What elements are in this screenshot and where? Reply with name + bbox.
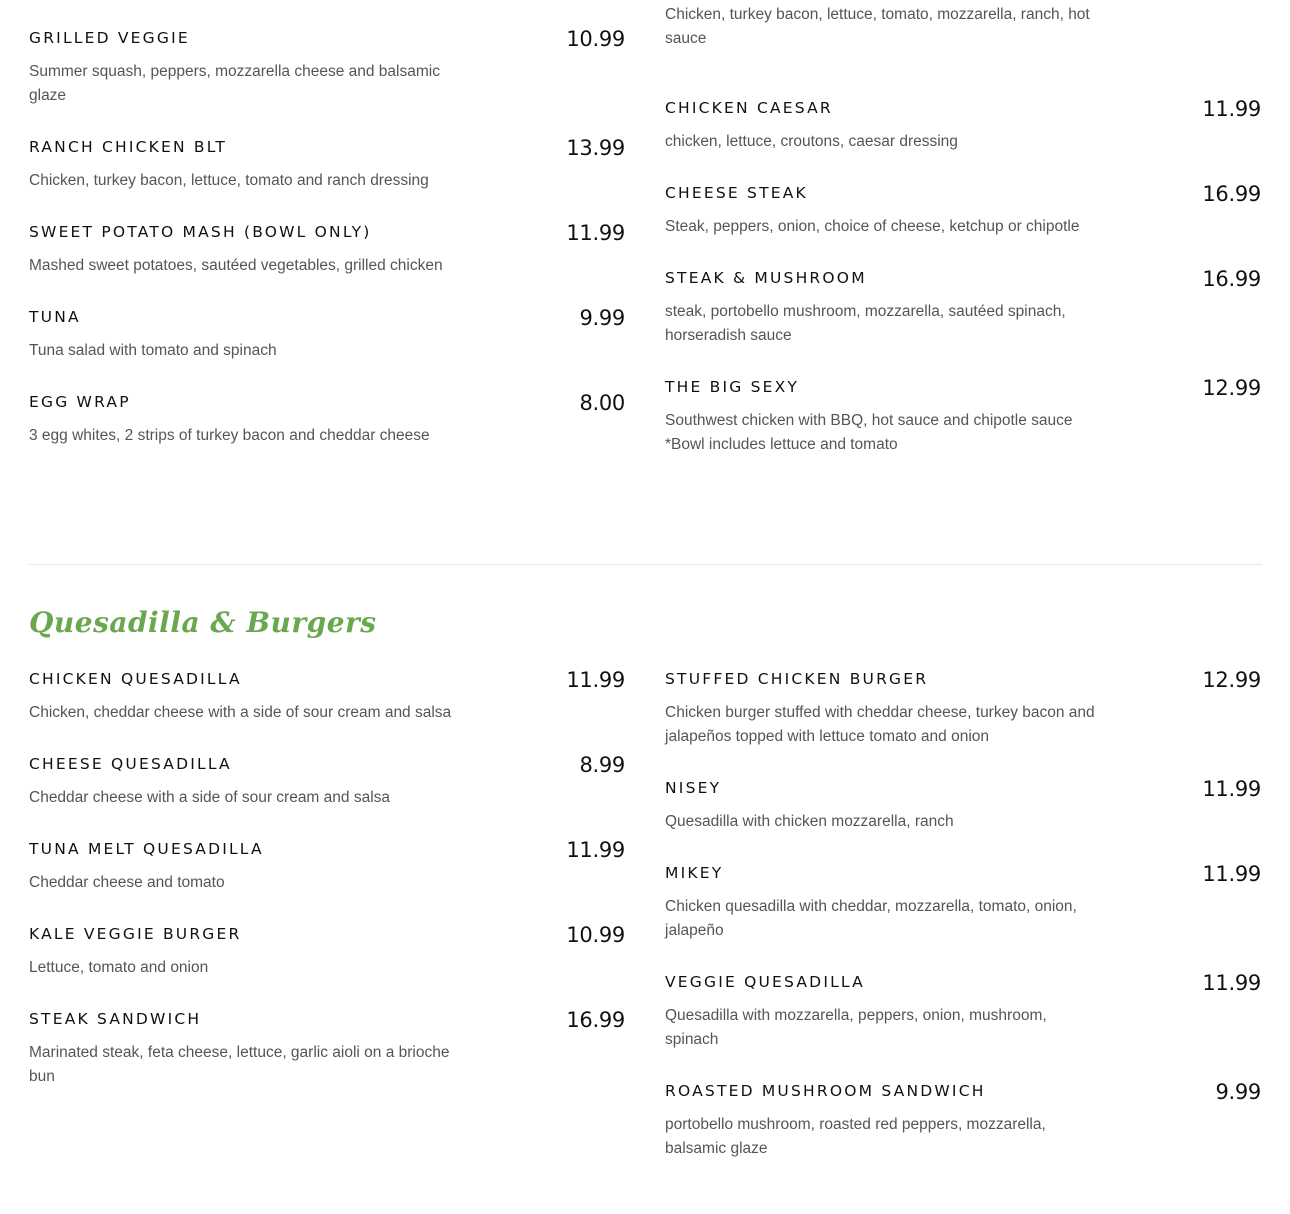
menu-item-price: 8.00	[579, 391, 625, 415]
menu-item	[665, 376, 1261, 457]
menu-column-section-right	[665, 668, 1261, 1189]
menu-item	[665, 182, 1261, 239]
menu-item	[29, 221, 625, 278]
menu-item-name: CHICKEN CAESAR	[665, 99, 833, 117]
menu-item-name: VEGGIE QUESADILLA	[665, 973, 865, 991]
menu-item-price: 13.99	[566, 136, 625, 160]
menu-item	[665, 971, 1261, 1052]
menu-item-price: 8.99	[579, 753, 625, 777]
menu-item-description: Tuna salad with tomato and spinach	[29, 342, 277, 359]
menu-item-price: 9.99	[1215, 1080, 1261, 1104]
menu-item-price: 11.99	[1202, 862, 1261, 886]
menu-item-price: 10.99	[566, 27, 625, 51]
menu-item-description: steak, portobello mushroom, mozzarella, sautéed spinach, horseradish sauce	[665, 303, 1066, 344]
menu-item	[29, 668, 625, 725]
menu-item-description: chicken, lettuce, croutons, caesar dressing	[665, 133, 958, 150]
menu-item-price: 9.99	[579, 306, 625, 330]
menu-item-price: 11.99	[566, 838, 625, 862]
menu-item-name: TUNA MELT QUESADILLA	[29, 840, 264, 858]
menu-item	[29, 27, 625, 108]
menu-item-name: STEAK & MUSHROOM	[665, 269, 867, 287]
menu-item-name: THE BIG SEXY	[665, 378, 800, 396]
menu-item-name: SWEET POTATO MASH (BOWL ONLY)	[29, 223, 372, 241]
menu-item-price: 11.99	[1202, 777, 1261, 801]
menu-item-price: 11.99	[566, 668, 625, 692]
menu-column-top-left	[29, 27, 625, 476]
menu-item	[665, 267, 1261, 348]
menu-item-description: Steak, peppers, onion, choice of cheese, ketchup or chipotle	[665, 218, 1080, 235]
menu-item-name: KALE VEGGIE BURGER	[29, 925, 242, 943]
menu-item-name: RANCH CHICKEN BLT	[29, 138, 228, 156]
menu-item-price: 12.99	[1202, 376, 1261, 400]
menu-item-description: Cheddar cheese with a side of sour cream and salsa	[29, 789, 391, 806]
menu-item-name: STEAK SANDWICH	[29, 1010, 202, 1028]
menu-item-price: 12.99	[1202, 668, 1261, 692]
menu-item	[29, 306, 625, 363]
menu-item-description: 3 egg whites, 2 strips of turkey bacon and cheddar cheese	[29, 427, 430, 444]
menu-item	[29, 136, 625, 193]
menu-item-name: ROASTED MUSHROOM SANDWICH	[665, 1082, 986, 1100]
menu-item	[665, 97, 1261, 154]
menu-item-name: TUNA	[29, 308, 81, 326]
menu-item	[665, 1080, 1261, 1161]
menu-item-description: Chicken quesadilla with cheddar, mozzarella, tomato, onion, jalapeño	[665, 898, 1077, 939]
menu-item	[665, 668, 1261, 749]
menu-item-price: 11.99	[566, 221, 625, 245]
menu-item-price: 11.99	[1202, 971, 1261, 995]
menu-item-description: Lettuce, tomato and onion	[29, 959, 209, 976]
menu-item-price: 16.99	[566, 1008, 625, 1032]
menu-item-name: CHEESE STEAK	[665, 184, 808, 202]
menu-item-price: 10.99	[566, 923, 625, 947]
menu-item-name: GRILLED VEGGIE	[29, 29, 190, 47]
menu-column-top-right	[665, 3, 1261, 485]
menu-item-price: 11.99	[1202, 97, 1261, 121]
menu-column-section-left	[29, 668, 625, 1117]
menu-item	[29, 1008, 625, 1089]
menu-item-description: Southwest chicken with BBQ, hot sauce and chipotle sauce *Bowl includes lettuce and tomato	[665, 412, 1073, 453]
menu-item-description: Summer squash, peppers, mozzarella cheese and balsamic glaze	[29, 63, 440, 104]
menu-item	[29, 753, 625, 810]
menu-item	[665, 862, 1261, 943]
menu-item-description: Mashed sweet potatoes, sautéed vegetables, grilled chicken	[29, 257, 443, 274]
menu-item-description: Quesadilla with mozzarella, peppers, onion, mushroom, spinach	[665, 1007, 1047, 1048]
menu-item-price: 16.99	[1202, 182, 1261, 206]
menu-item-description: Cheddar cheese and tomato	[29, 874, 225, 891]
menu-item-name: CHEESE QUESADILLA	[29, 755, 232, 773]
menu-item-price: 16.99	[1202, 267, 1261, 291]
menu-item-description: Quesadilla with chicken mozzarella, ranch	[665, 813, 954, 830]
menu-item-name: CHICKEN QUESADILLA	[29, 670, 242, 688]
menu-item-name: STUFFED CHICKEN BURGER	[665, 670, 929, 688]
menu-item	[29, 391, 625, 448]
menu-item-description: Chicken, cheddar cheese with a side of sour cream and salsa	[29, 704, 452, 721]
menu-item	[29, 923, 625, 980]
section-title: Quesadilla & Burgers	[29, 606, 377, 639]
menu-item-description-cutoff: Chicken, turkey bacon, lettuce, tomato, mozzarella, ranch, hot sauce	[665, 6, 1090, 47]
menu-item-name: NISEY	[665, 779, 722, 797]
menu-item-name: EGG WRAP	[29, 393, 131, 411]
menu-item-description: portobello mushroom, roasted red peppers, mozzarella, balsamic glaze	[665, 1116, 1046, 1157]
menu-item	[665, 777, 1261, 834]
menu-item-description: Chicken, turkey bacon, lettuce, tomato and ranch dressing	[29, 172, 429, 189]
menu-item-description: Marinated steak, feta cheese, lettuce, garlic aioli on a brioche bun	[29, 1044, 450, 1085]
section-divider	[29, 564, 1262, 565]
menu-item-name: MIKEY	[665, 864, 724, 882]
menu-item	[29, 838, 625, 895]
menu-item-description: Chicken burger stuffed with cheddar cheese, turkey bacon and jalapeños topped with lettuce tomato and onion	[665, 704, 1095, 745]
